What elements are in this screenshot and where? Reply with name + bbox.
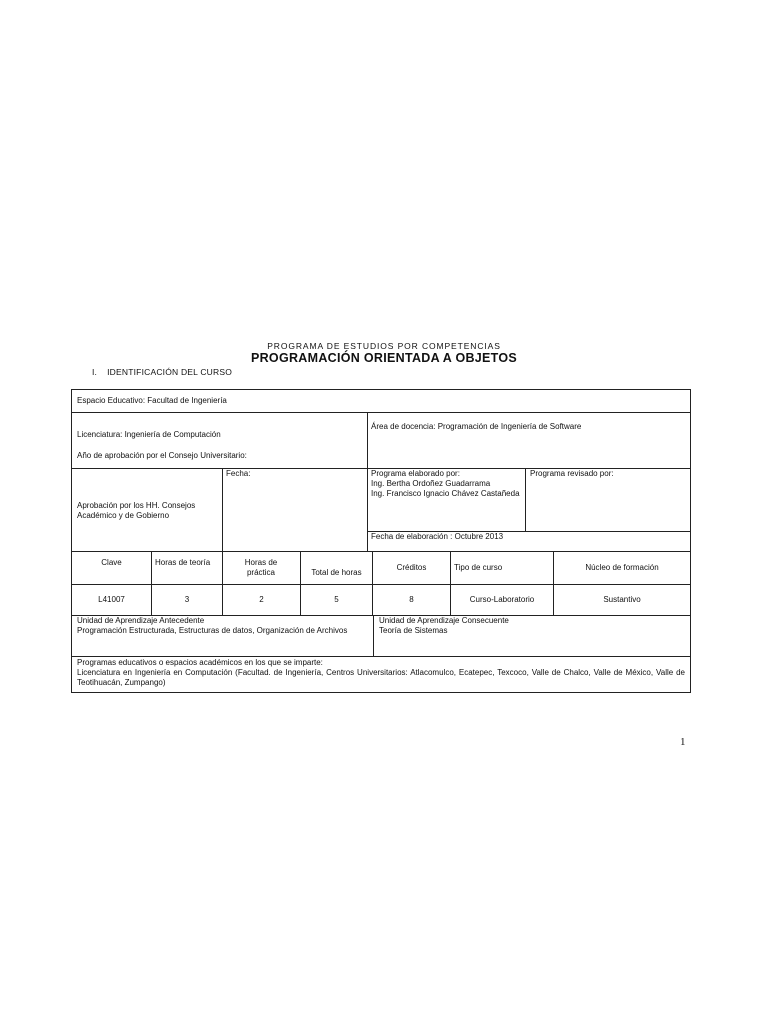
document-title: PROGRAMACIÓN ORIENTADA A OBJETOS (250, 351, 518, 365)
anio-aprobacion: Año de aprobación por el Consejo Universitario: (77, 451, 247, 460)
col-divider (222, 468, 223, 552)
row-divider (71, 656, 691, 657)
col-divider (300, 551, 301, 616)
programa-revisado-label: Programa revisado por: (530, 469, 614, 478)
header-tipo-curso: Tipo de curso (454, 563, 503, 572)
ua-antecedente: Programación Estructurada, Estructuras de datos, Organización de Archivos (77, 626, 348, 635)
table-border-top (71, 389, 691, 390)
value-tipo-curso: Curso-Laboratorio (469, 595, 535, 604)
header-horas-practica: Horas de práctica (244, 558, 278, 577)
header-nucleo: Núcleo de formación (585, 563, 659, 572)
header-creditos: Créditos (396, 563, 427, 572)
col-divider (553, 551, 554, 616)
programa-elaborado-autor: Ing. Francisco Ignacio Chávez Castañeda (371, 489, 520, 498)
value-horas-teoria: 3 (184, 595, 190, 604)
fecha-elaboracion: Fecha de elaboración : Octubre 2013 (371, 532, 504, 541)
value-nucleo: Sustantivo (603, 595, 641, 604)
programas-educativos: Licenciatura en Ingeniería en Computación (Facultad. de Ingeniería, Centros Universitarios: Atlacomulco, Ecatepec, Texcoco, Valle de Chalco, Valle de México, Valle de Teotihuacán, Zumpango) (77, 668, 685, 687)
table-border-bottom (71, 692, 691, 693)
col-divider (372, 551, 373, 616)
col-divider (367, 412, 368, 552)
col-divider (525, 468, 526, 532)
value-creditos: 8 (409, 595, 414, 604)
col-divider (450, 551, 451, 616)
row-divider (71, 551, 691, 552)
programa-elaborado-label: Programa elaborado por: (371, 469, 460, 478)
aprobacion-consejos: Aprobación por los HH. Consejos Académico y de Gobierno (77, 501, 196, 520)
header-clave: Clave (101, 558, 122, 567)
espacio-educativo: Espacio Educativo: Facultad de Ingeniería (77, 396, 227, 405)
fecha-label: Fecha: (226, 469, 251, 478)
value-clave: L41007 (98, 595, 125, 604)
section-title: IDENTIFICACIÓN DEL CURSO (107, 367, 233, 377)
header-total-horas: Total de horas (311, 568, 362, 577)
row-divider (71, 412, 691, 413)
programas-label: Programas educativos o espacios académicos en los que se imparte: (77, 658, 323, 667)
col-divider (222, 551, 223, 616)
ua-consecuente: Teoría de Sistemas (379, 626, 448, 635)
area-docencia: Área de docencia: Programación de Ingeniería de Software (371, 422, 582, 431)
ua-consecuente-label: Unidad de Aprendizaje Consecuente (379, 616, 509, 625)
document-subtitle: PROGRAMA DE ESTUDIOS POR COMPETENCIAS (267, 341, 501, 351)
value-horas-practica: 2 (259, 595, 264, 604)
header-horas-teoria: Horas de teoría (155, 558, 211, 567)
value-total-horas: 5 (334, 595, 339, 604)
col-divider (151, 551, 152, 616)
licenciatura: Licenciatura: Ingeniería de Computación (77, 430, 221, 439)
page-number: 1 (680, 736, 686, 748)
table-border-right (690, 389, 691, 693)
section-heading (92, 367, 232, 377)
ua-antecedente-label: Unidad de Aprendizaje Antecedente (77, 616, 205, 625)
col-divider (373, 615, 374, 657)
programa-elaborado-autor: Ing. Bertha Ordoñez Guadarrama (371, 479, 491, 488)
row-divider (71, 584, 691, 585)
section-number: I. (92, 367, 98, 377)
table-border-left (71, 389, 72, 693)
